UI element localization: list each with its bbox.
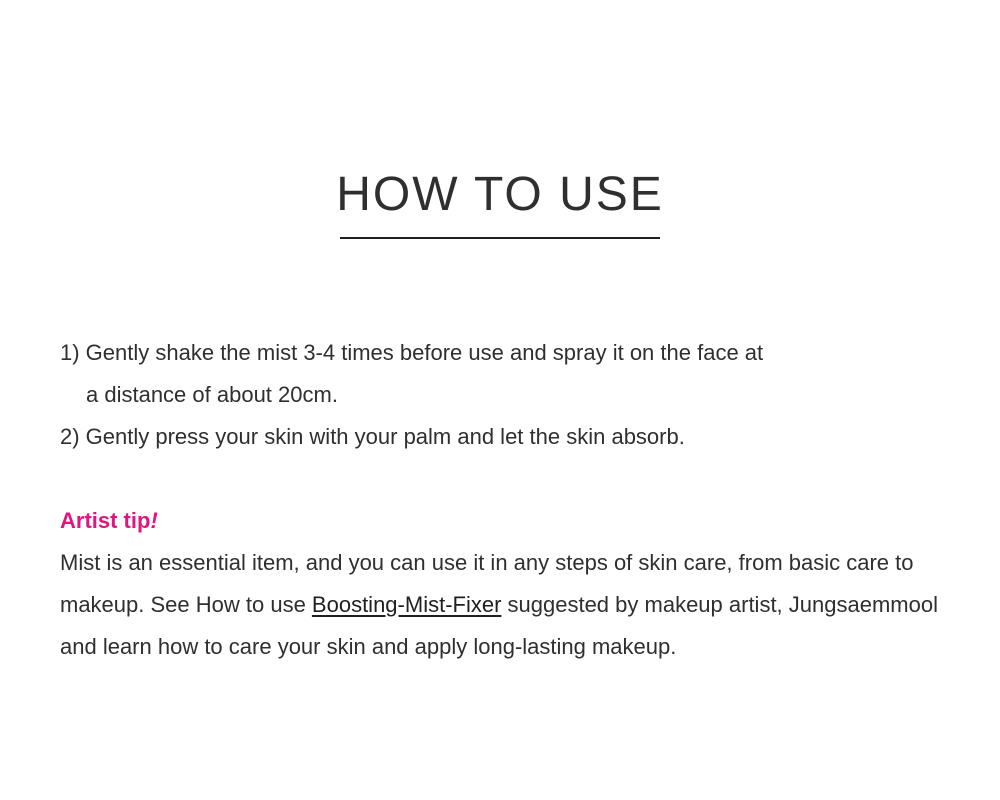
step-1-line-2: a distance of about 20cm. <box>86 382 338 407</box>
title-container <box>0 166 1000 224</box>
boosting-mist-fixer-link[interactable]: Boosting-Mist-Fixer <box>311 592 502 617</box>
step-2: 2) Gently press your skin with your palm and let the skin absorb. <box>60 424 685 449</box>
artist-tip-text-before-link: Mist is an essential item, and you can use it in any steps of skin care, from basic care to makeup. See How to use <box>60 550 914 617</box>
artist-tip <box>60 500 970 668</box>
step-1-line-1: 1) Gently shake the mist 3-4 times before use and spray it on the face at <box>60 340 764 365</box>
artist-tip-heading-text: Artist tip <box>60 508 151 533</box>
artist-tip-exclamation: ! <box>150 508 158 533</box>
artist-tip-heading <box>60 500 970 542</box>
title-underline-divider <box>340 237 660 239</box>
page-title: HOW TO USE <box>336 168 664 221</box>
usage-steps <box>60 332 940 458</box>
artist-tip-text-after-link: suggested by makeup artist, Jungsaemmool and learn how to care your skin and apply long-lasting makeup. <box>60 592 938 659</box>
artist-tip-body <box>60 542 970 668</box>
